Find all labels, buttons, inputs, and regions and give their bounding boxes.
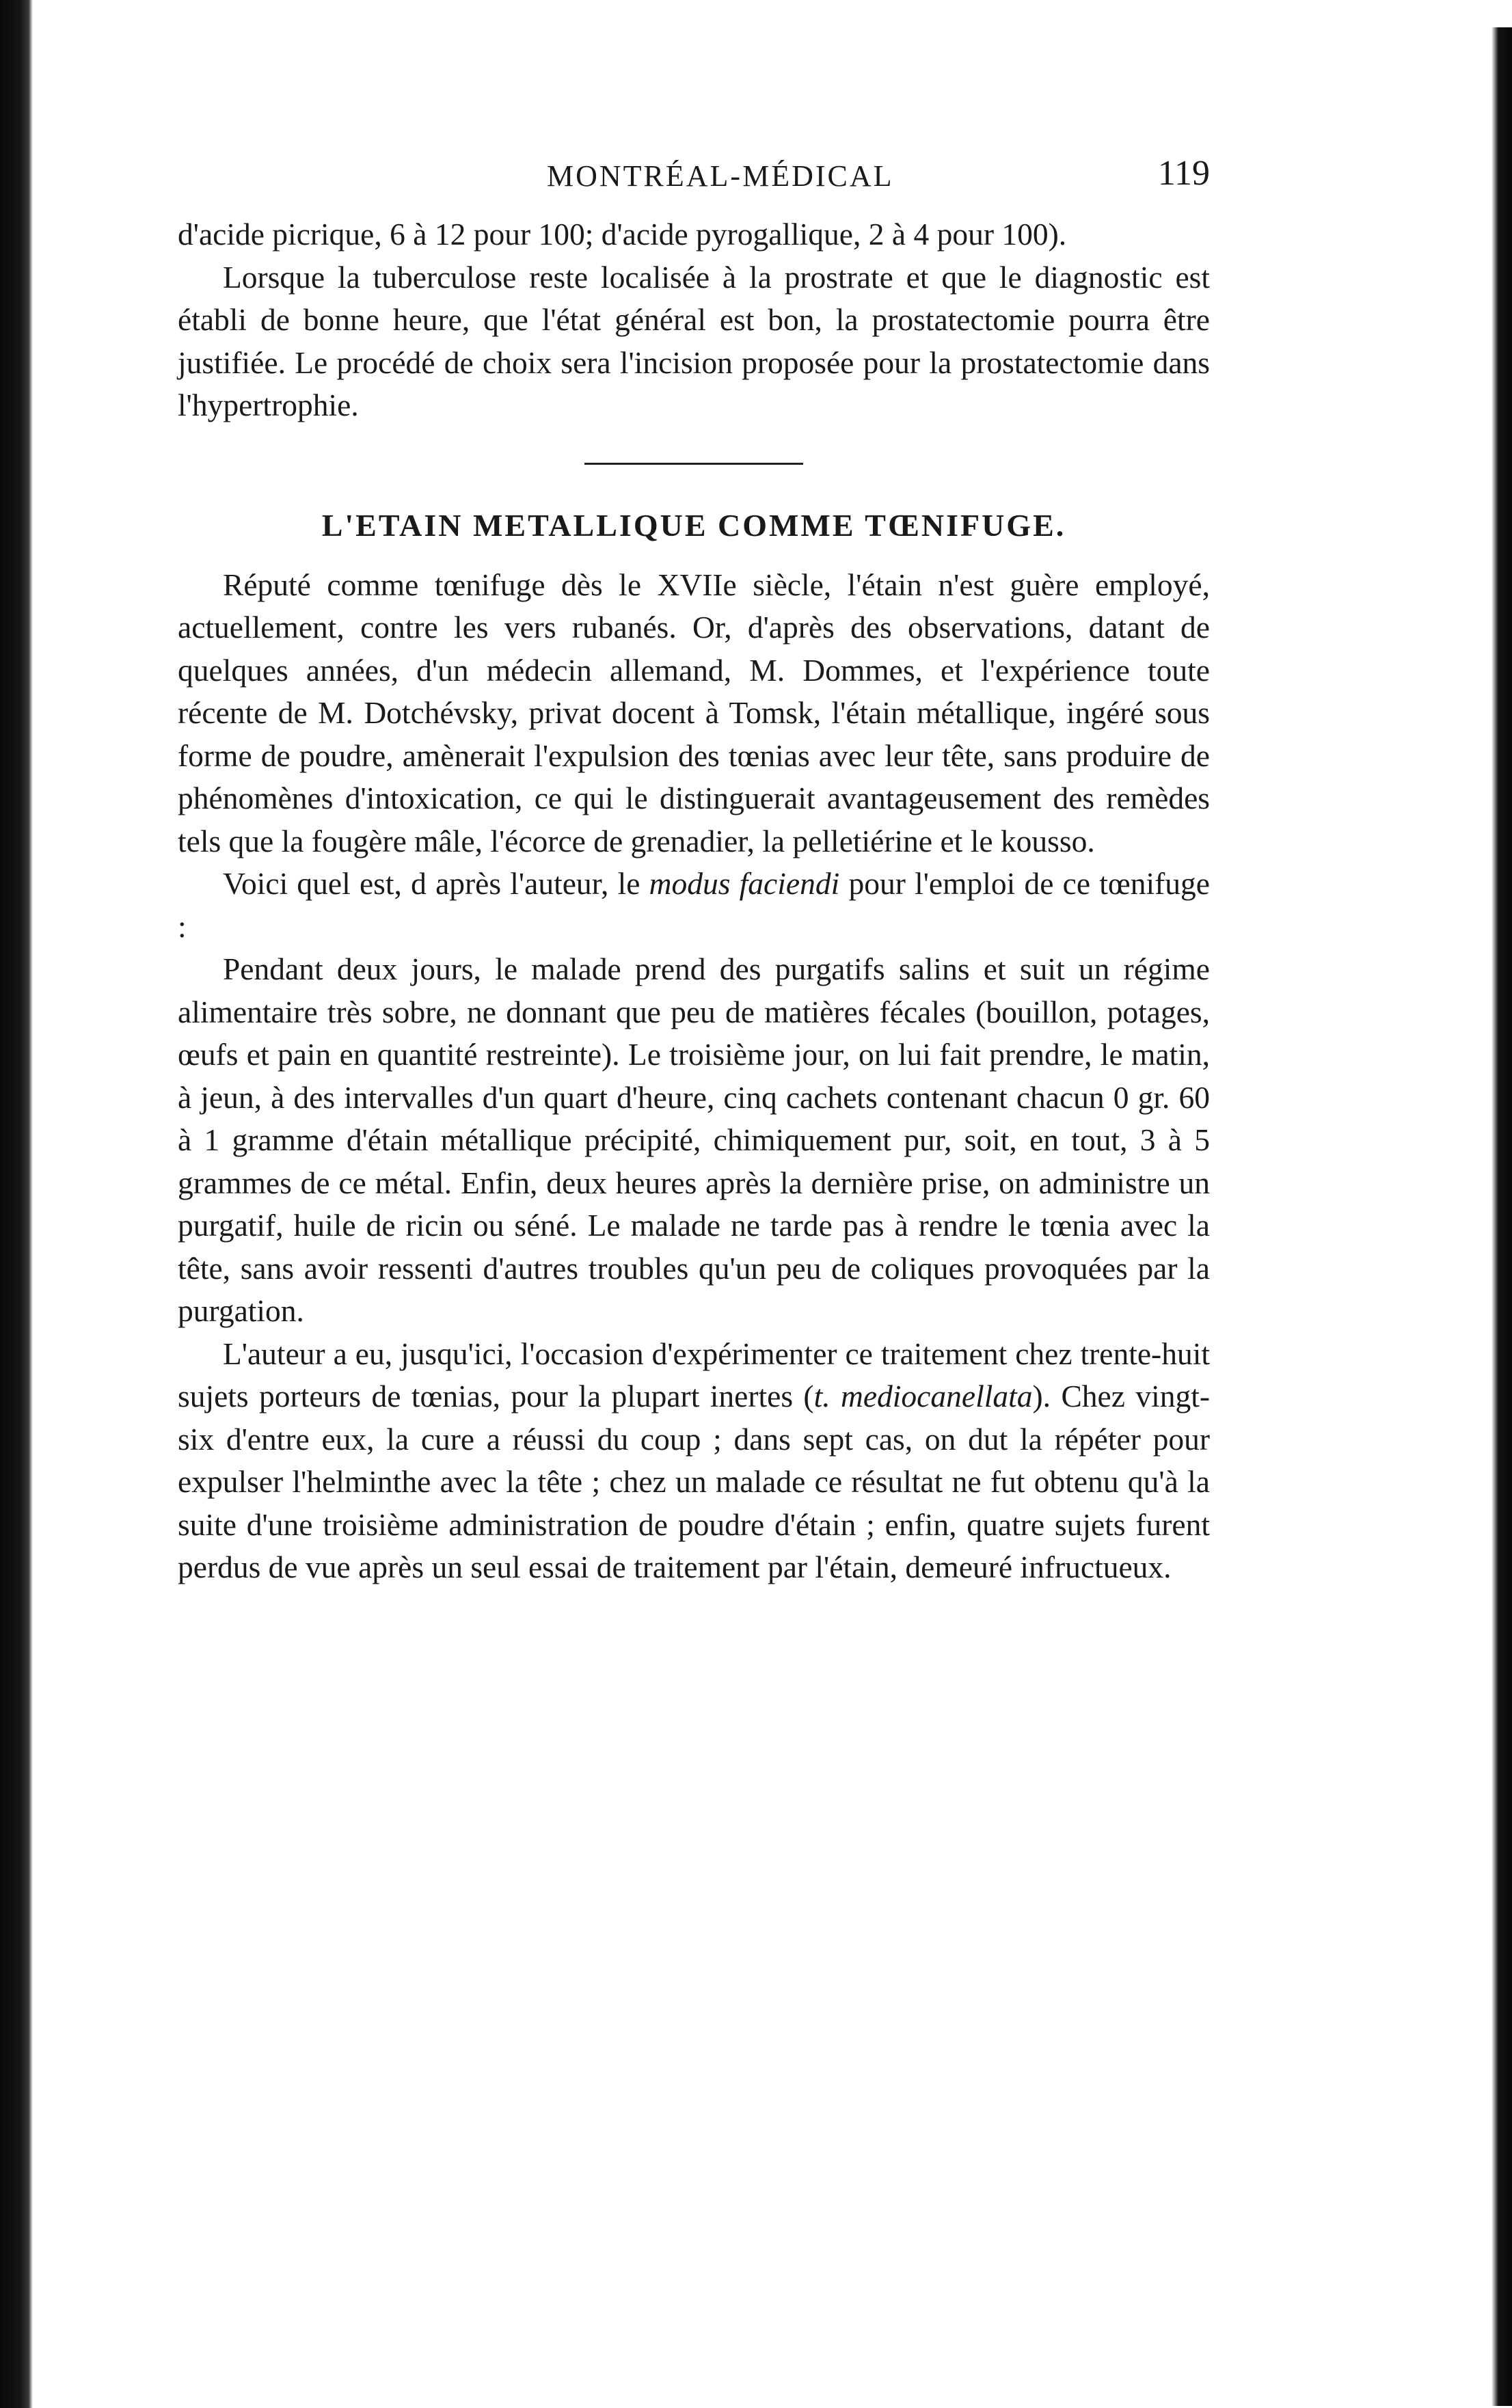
paragraph-4-text-end: ). Chez vingt-six d'entre eux, la cure a réussi du coup ; dans sept cas, on dut la répéter pour expulser l'helminthe avec la tête ; chez un malade ce résultat ne fut obtenu qu'à la suite d'une troisième administration de poudre d'étain ; enfin, quatre sujets furent perdus de vue après un seul essai de traitement par l'étain, demeuré infructueux. bbox=[178, 1379, 1211, 1584]
continuation-paragraph-1: d'acide picrique, 6 à 12 pour 100; d'acide pyrogallique, 2 à 4 pour 100). bbox=[178, 217, 1067, 252]
journal-page bbox=[178, 144, 1210, 1589]
running-title: MONTRÉAL-MÉDICAL bbox=[547, 159, 894, 193]
section-divider bbox=[584, 463, 803, 465]
section-title: L'ETAIN METALLIQUE COMME TŒNIFUGE. bbox=[321, 507, 1066, 543]
paragraph-2-text-start: Voici quel est, d après l'auteur, le bbox=[223, 866, 649, 901]
section-paragraph-1: Réputé comme tœnifuge dès le XVIIe siècle, l'étain n'est guère employé, actuellement, contre les vers rubanés. Or, d'après des observations, datant de quelques années, d'un médecin allemand, M. Dommes, et l'expérience toute récente de M. Dotchévsky, privat docent à Tomsk, l'étain métallique, ingéré sous forme de poudre, amènerait l'expulsion des tœnias avec leur tête, sans produire de phénomènes d'intoxication, ce qui le distinguerait avantageusement des remèdes tels que la fougère mâle, l'écorce de grenadier, la pelletiérine et le kousso. bbox=[178, 567, 1210, 858]
section-paragraph-4 bbox=[178, 1333, 1210, 1589]
running-head bbox=[178, 144, 1210, 198]
species-name: t. mediocanellata bbox=[813, 1379, 1033, 1413]
section-paragraph-2 bbox=[178, 863, 1210, 948]
latin-phrase: modus faciendi bbox=[649, 866, 840, 901]
scan-binding-shadow-left bbox=[0, 0, 33, 2408]
paragraph-2-text-end: pour l'emploi de ce tœnifuge : bbox=[178, 866, 1210, 944]
scan-binding-shadow-right bbox=[1491, 27, 1512, 2406]
page-number: 119 bbox=[1157, 154, 1210, 193]
section-paragraph-3: Pendant deux jours, le malade prend des purgatifs salins et suit un régime alimentaire très sobre, ne donnant que peu de matières fécales (bouillon, potages, œufs et pain en quantité restreinte). Le troisième jour, on lui fait prendre, le matin, à jeun, à des intervalles d'un quart d'heure, cinq cachets contenant chacun 0 gr. 60 à 1 gramme d'étain métallique précipité, chimiquement pur, soit, en tout, 3 à 5 grammes de ce métal. Enfin, deux heures après la dernière prise, on administre un purgatif, huile de ricin ou séné. Le malade ne tarde pas à rendre le tœnia avec la tête, sans avoir ressenti d'autres troubles qu'un peu de coliques provoquées par la purgation. bbox=[178, 951, 1210, 1328]
continuation-paragraph-2: Lorsque la tuberculose reste localisée à la prostrate et que le diagnostic est établi de bonne heure, que l'état général est bon, la prostatectomie pourra être justifiée. Le procédé de choix sera l'incision proposée pour la prostatectomie dans l'hypertrophie. bbox=[178, 259, 1210, 422]
article-body bbox=[178, 213, 1210, 1589]
paragraph-4-text-start: L'auteur a eu, jusqu'ici, l'occasion d'expérimenter ce traitement chez trente-huit sujets porteurs de tœnias, pour la plupart inertes ( bbox=[178, 1336, 1210, 1413]
